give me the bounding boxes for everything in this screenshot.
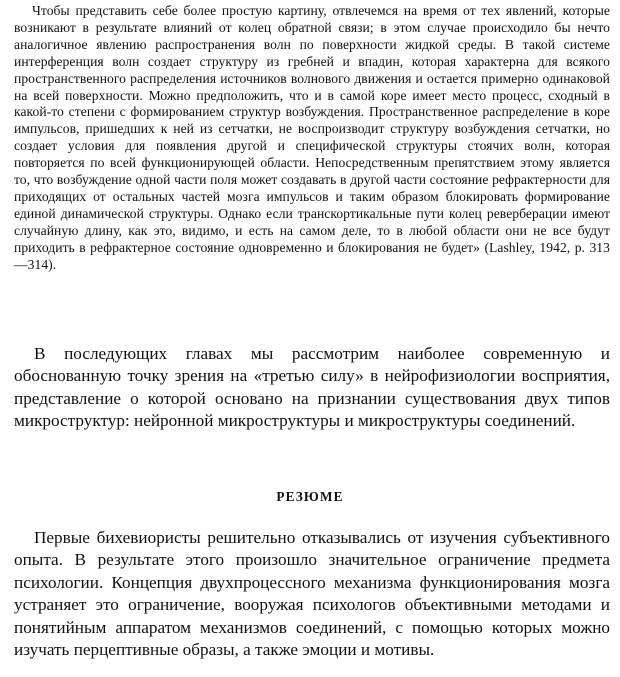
- section-heading: РЕЗЮМЕ: [276, 489, 344, 504]
- body-paragraph: В последующих главах мы рассмотрим наиболее современную и обоснованную точку зрения на «третью силу» в нейрофизиологии восприятия, представление о которой основано на признании существования двух типов микроструктур: нейронной микроструктуры и микроструктуры соединений.: [14, 344, 610, 431]
- summary-paragraph: Первые бихевиористы решительно отказывались от изучения субъективного опыта. В результате этого произошло значительное ограничение предмета психологии. Концепция двухпроцессного механизма функционирования мозга устраняет это ограничение, вооружая психологов объективными методами и понятийным аппаратом механизмов соединений, с помощью которых можно изучать перцептивные образы, а также эмоции и мотивы.: [14, 528, 610, 660]
- lashley-quote-paragraph: Чтобы представить себе более простую картину, отвлечемся на время от тех явлений, которые возникают в результате влияний от колец обратной связи; в этом случае происходило бы нечто аналогичное явлению распространения волн по поверхности жидкой среды. В такой системе интерференция волн создает структуру из гребней и впадин, которая характерна для всякого пространственного распределения источников волнового движения и остается примерно одинаковой на всей поверхности. Можно предположить, что и в самой коре имеет место процесс, сходный в какой-то степени с формированием структур возбуждения. Пространственное распределение в коре импульсов, пришедших к ней из сетчатки, не воспроизводит структуру возбуждения сетчатки, но создает условия для появления другой и специфической структуры стоячих волн, которая повторяется по всей функционирующей области. Непосредственным препятствием этому является то, что возбуждение одной части поля может создавать в другой части состояние рефрактерности для приходящих от остальных частей мозга импульсов и таким образом блокировать формирование единой динамической структуры. Однако если транскортикальные пути колец реверберации имеют случайную длину, как это, видимо, и есть на самом деле, то в любой области они не все будут приходить в рефрактерное состояние одновременно и блокирования не будет» (Lashley, 1942, p. 313—314).: [14, 3, 610, 272]
